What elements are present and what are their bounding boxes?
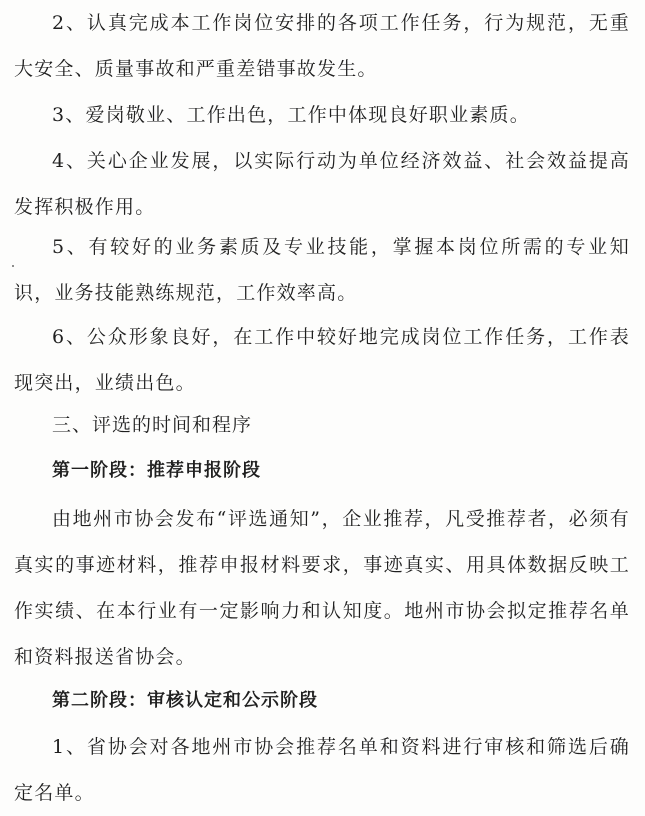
paragraph-criterion-5: 5、有较好的业务素质及专业技能，掌握本岗位所需的专业知识，业务技能熟练规范，工作效率高。 (14, 236, 630, 304)
paragraph-criterion-6: 6、公众形象良好，在工作中较好地完成岗位工作任务，工作表现突出，业绩出色。 (14, 326, 630, 394)
paragraph-criterion-2: 2、认真完成本工作岗位安排的各项工作任务，行为规范，无重大安全、质量事故和严重差错事故发生。 (14, 12, 630, 80)
stage1-heading: 第一阶段：推荐申报阶段 (52, 460, 261, 481)
stage2-heading: 第二阶段：审核认定和公示阶段 (52, 690, 318, 711)
scan-speck (12, 265, 14, 267)
paragraph-criterion-4: 4、关心企业发展，以实际行动为单位经济效益、社会效益提高发挥积极作用。 (14, 150, 630, 218)
stage1-body: 由地州市协会发布“评选通知”，企业推荐，凡受推荐者，必须有真实的事迹材料，推荐申报材料要求，事迹真实、用具体数据反映工作实绩、在本行业有一定影响力和认知度。地州市协会拟定推荐名单和资料报送省协会。 (14, 508, 630, 668)
section-heading: 三、评选的时间和程序 (52, 414, 253, 436)
stage2-item-1: 1、省协会对各地州市协会推荐名单和资料进行审核和筛选后确定名单。 (14, 736, 630, 804)
paragraph-criterion-3: 3、爱岗敬业、工作出色，工作中体现良好职业素质。 (52, 104, 530, 126)
